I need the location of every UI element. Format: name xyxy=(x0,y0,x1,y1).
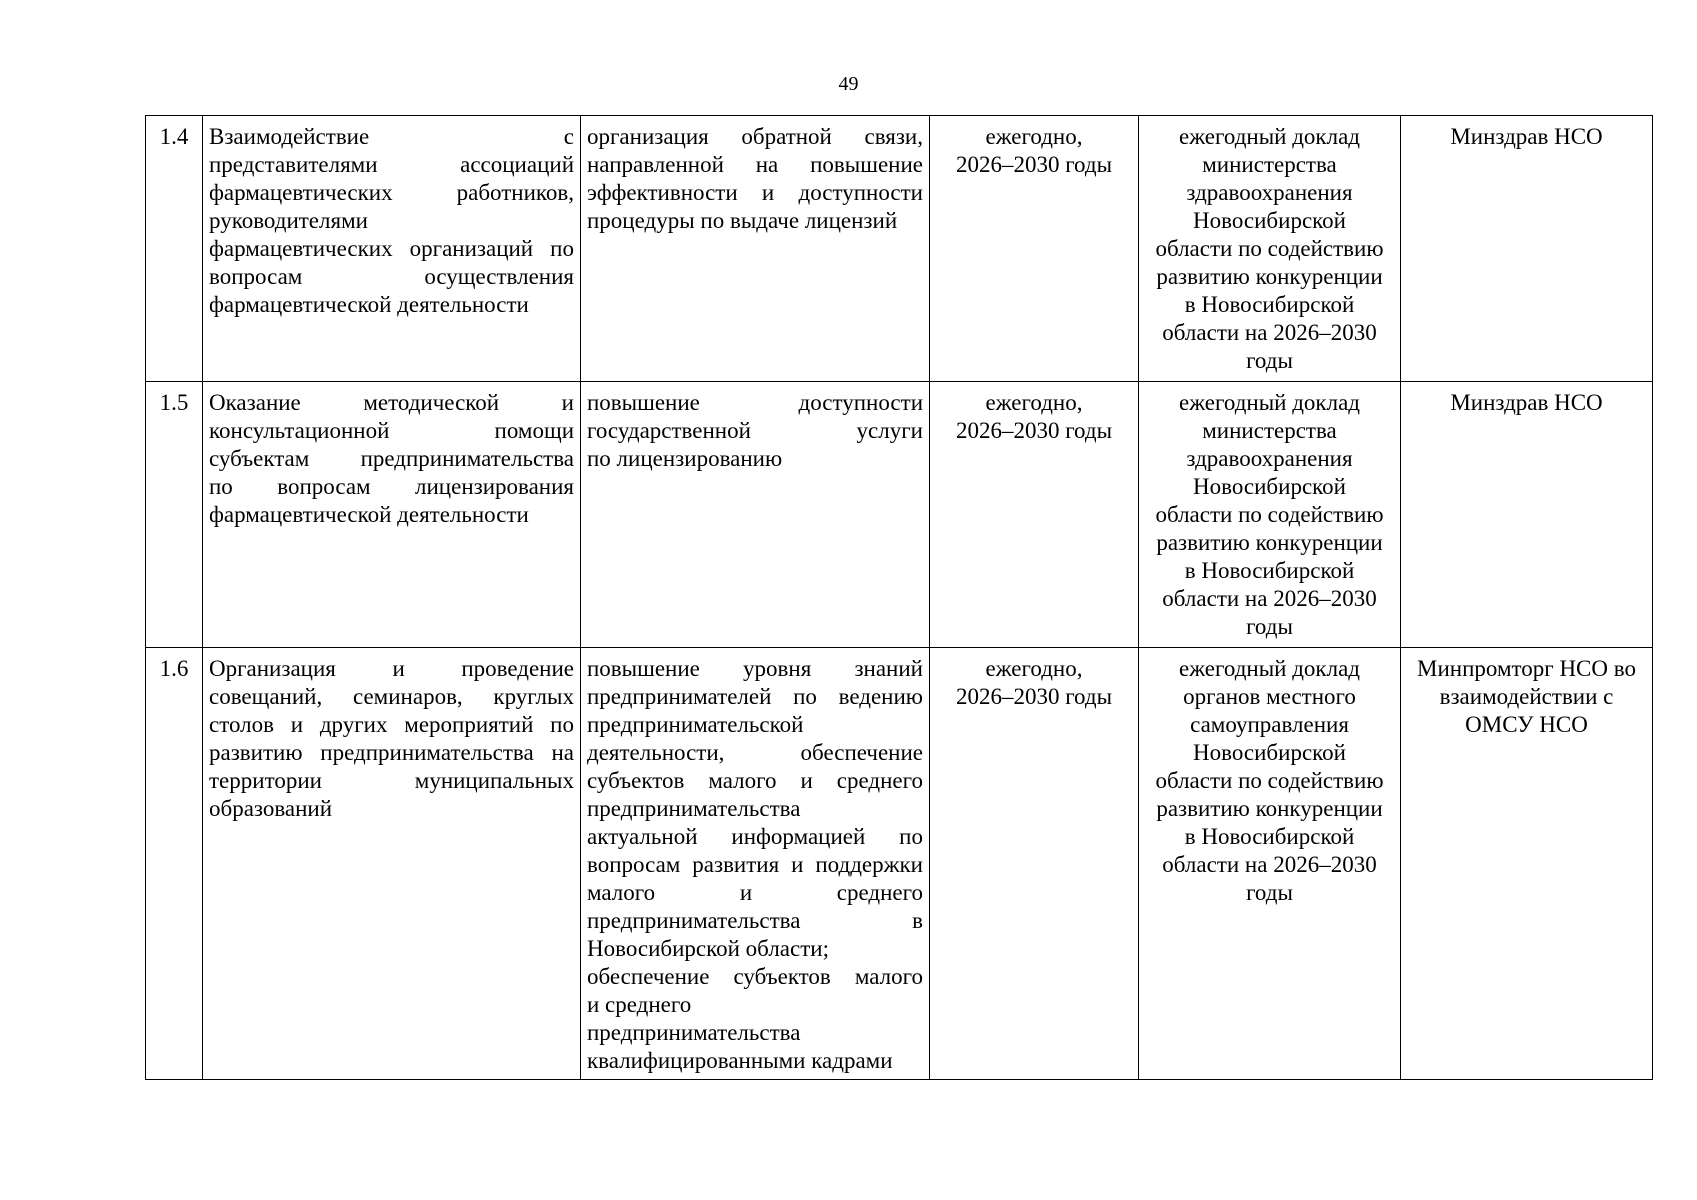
cell-report-document-line: здравоохранения xyxy=(1186,180,1353,205)
cell-report-document-line: годы xyxy=(1246,348,1293,373)
cell-expected-result xyxy=(581,116,930,382)
cell-expected-result-line: деятельности, обеспечение xyxy=(587,740,923,765)
cell-report-document-line: годы xyxy=(1246,614,1293,639)
cell-report-document-line: здравоохранения xyxy=(1186,446,1353,471)
cell-report-document-line: самоуправления xyxy=(1190,712,1349,737)
cell-report-document-line: развитию конкуренции xyxy=(1156,796,1383,821)
table-body xyxy=(146,116,1653,1080)
cell-report-document xyxy=(1139,648,1401,1080)
cell-period-line: ежегодно, xyxy=(985,656,1083,681)
cell-expected-result-line: организация обратной связи, xyxy=(587,124,923,149)
cell-measure-line: совещаний, семинаров, круглых xyxy=(209,684,574,709)
cell-expected-result-line: обеспечение субъектов малого xyxy=(587,964,923,989)
cell-expected-result-line: эффективности и доступности xyxy=(587,180,923,205)
cell-measure-line: фармацевтической деятельности xyxy=(209,502,529,527)
cell-report-document-line: органов местного xyxy=(1183,684,1356,709)
cell-responsible-line: Минпромторг НСО во xyxy=(1417,656,1636,681)
cell-expected-result-line: предпринимательской xyxy=(587,712,804,737)
cell-measure xyxy=(203,382,581,648)
cell-measure-line: Организация и проведение xyxy=(209,656,574,681)
cell-report-document-line: области по содействию xyxy=(1155,502,1384,527)
cell-report-document-line: в Новосибирской xyxy=(1184,558,1355,583)
cell-expected-result-line: квалифицированными кадрами xyxy=(587,1048,893,1073)
cell-report-document-line: области по содействию xyxy=(1155,768,1384,793)
cell-responsible-line: взаимодействии с xyxy=(1439,684,1614,709)
cell-report-document-line: области по содействию xyxy=(1155,236,1384,261)
table-row xyxy=(146,648,1653,1080)
cell-period xyxy=(930,382,1139,648)
measures-table xyxy=(145,115,1653,1080)
cell-expected-result-line: повышение доступности xyxy=(587,390,923,415)
cell-period xyxy=(930,648,1139,1080)
cell-period-line: 2026–2030 годы xyxy=(955,152,1113,177)
cell-expected-result-line: повышение уровня знаний xyxy=(587,656,923,681)
cell-responsible-line: ОМСУ НСО xyxy=(1465,712,1588,737)
cell-item-number: 1.4 xyxy=(146,116,203,382)
cell-measure-line: консультационной помощи xyxy=(209,418,574,443)
cell-measure-line: фармацевтической деятельности xyxy=(209,292,529,317)
cell-report-document-line: ежегодный доклад xyxy=(1179,124,1360,149)
cell-expected-result xyxy=(581,648,930,1080)
cell-report-document xyxy=(1139,382,1401,648)
cell-measure-line: фармацевтических работников, xyxy=(209,180,574,205)
cell-expected-result-line: малого и среднего xyxy=(587,880,923,905)
cell-expected-result-line: процедуры по выдаче лицензий xyxy=(587,208,898,233)
cell-measure xyxy=(203,116,581,382)
page-number: 49 xyxy=(838,73,859,95)
cell-measure-line: Взаимодействие с xyxy=(209,124,574,149)
cell-period-line: ежегодно, xyxy=(985,390,1083,415)
cell-measure-line: руководителями xyxy=(209,208,368,233)
cell-period-line: 2026–2030 годы xyxy=(955,418,1113,443)
cell-measure-line: вопросам осуществления xyxy=(209,264,574,289)
cell-measure-line: представителями ассоциаций xyxy=(209,152,574,177)
cell-responsible-line: Минздрав НСО xyxy=(1450,124,1603,149)
cell-report-document-line: годы xyxy=(1246,880,1293,905)
cell-responsible xyxy=(1401,116,1653,382)
cell-expected-result-line: предпринимательства xyxy=(587,1020,801,1045)
cell-expected-result-line: государственной услуги xyxy=(587,418,923,443)
cell-report-document-line: министерства xyxy=(1202,152,1337,177)
cell-responsible xyxy=(1401,648,1653,1080)
cell-report-document-line: ежегодный доклад xyxy=(1179,656,1360,681)
cell-item-number: 1.6 xyxy=(146,648,203,1080)
cell-period xyxy=(930,116,1139,382)
cell-expected-result-line: предпринимательства в xyxy=(587,908,923,933)
cell-report-document-line: Новосибирской xyxy=(1193,740,1346,765)
cell-measure-line: по вопросам лицензирования xyxy=(209,474,574,499)
cell-measure xyxy=(203,648,581,1080)
cell-measure-line: фармацевтических организаций по xyxy=(209,236,574,261)
cell-report-document xyxy=(1139,116,1401,382)
cell-report-document-line: ежегодный доклад xyxy=(1179,390,1360,415)
cell-report-document-line: области на 2026–2030 xyxy=(1162,852,1377,877)
cell-report-document-line: области на 2026–2030 xyxy=(1162,586,1377,611)
cell-measure-line: столов и других мероприятий по xyxy=(209,712,574,737)
table-row xyxy=(146,382,1653,648)
cell-report-document-line: Новосибирской xyxy=(1193,474,1346,499)
cell-responsible xyxy=(1401,382,1653,648)
cell-report-document-line: в Новосибирской xyxy=(1184,292,1355,317)
cell-item-number: 1.5 xyxy=(146,382,203,648)
cell-expected-result-line: предпринимателей по ведению xyxy=(587,684,923,709)
cell-expected-result-line: предпринимательства xyxy=(587,796,801,821)
cell-expected-result-line: субъектов малого и среднего xyxy=(587,768,923,793)
cell-report-document-line: Новосибирской xyxy=(1193,208,1346,233)
cell-expected-result-line: по лицензированию xyxy=(587,446,783,471)
cell-expected-result-line: Новосибирской области; xyxy=(587,936,829,961)
cell-responsible-line: Минздрав НСО xyxy=(1450,390,1603,415)
cell-report-document-line: развитию конкуренции xyxy=(1156,530,1383,555)
cell-expected-result xyxy=(581,382,930,648)
cell-expected-result-line: актуальной информацией по xyxy=(587,824,923,849)
cell-period-line: 2026–2030 годы xyxy=(955,684,1113,709)
cell-report-document-line: в Новосибирской xyxy=(1184,824,1355,849)
cell-report-document-line: министерства xyxy=(1202,418,1337,443)
cell-measure-line: образований xyxy=(209,796,333,821)
cell-report-document-line: развитию конкуренции xyxy=(1156,264,1383,289)
cell-report-document-line: области на 2026–2030 xyxy=(1162,320,1377,345)
table-row xyxy=(146,116,1653,382)
cell-measure-line: развитию предпринимательства на xyxy=(209,740,574,765)
cell-expected-result-line: направленной на повышение xyxy=(587,152,923,177)
cell-expected-result-line: вопросам развития и поддержки xyxy=(587,852,923,877)
cell-measure-line: субъектам предпринимательства xyxy=(209,446,574,471)
cell-expected-result-line: и среднего xyxy=(587,992,692,1017)
cell-measure-line: Оказание методической и xyxy=(209,390,574,415)
cell-period-line: ежегодно, xyxy=(985,124,1083,149)
cell-measure-line: территории муниципальных xyxy=(209,768,574,793)
